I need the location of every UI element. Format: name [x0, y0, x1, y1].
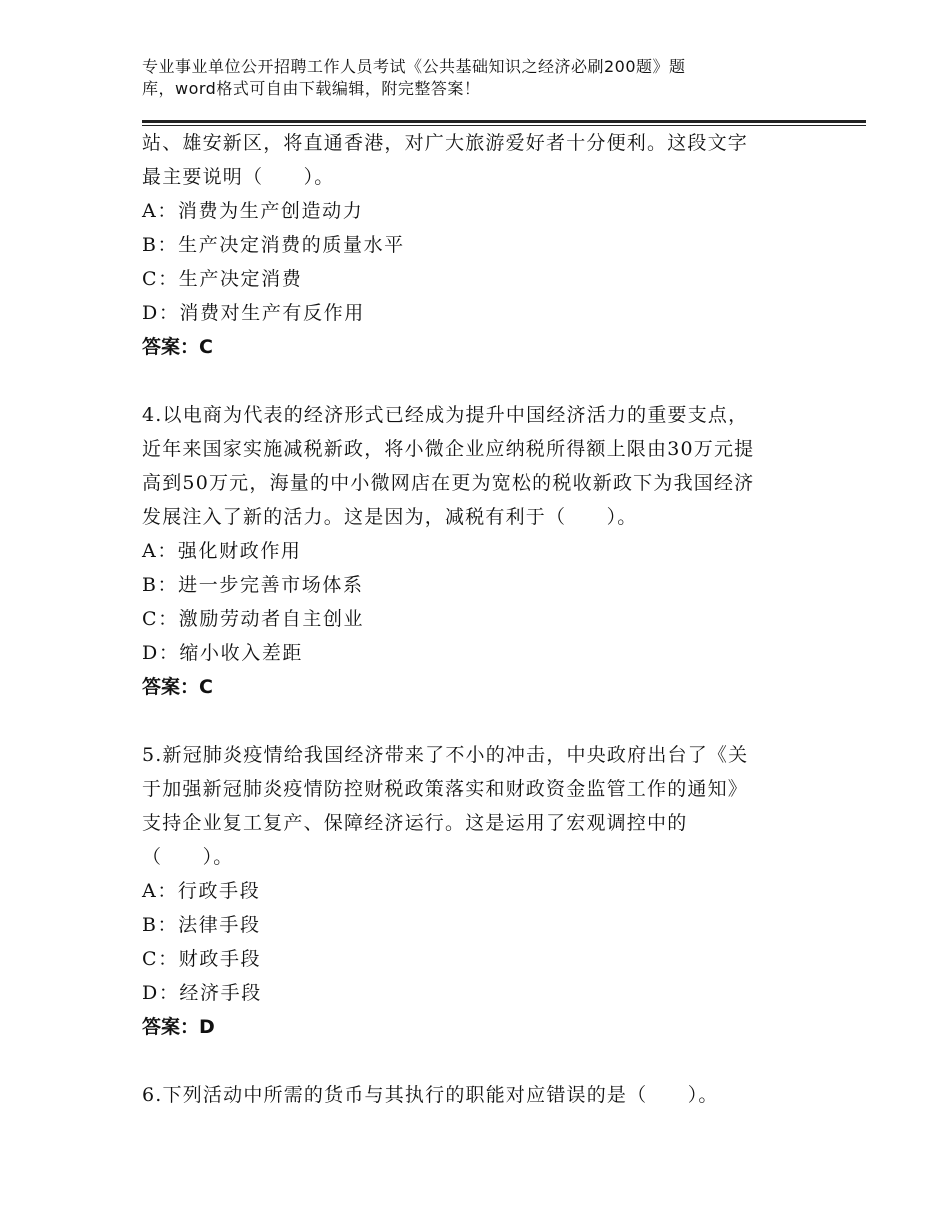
- document-body: [142, 126, 822, 1112]
- answer-label: 答案：C: [142, 676, 213, 698]
- header-title-line-1: 专业事业单位公开招聘工作人员考试《公共基础知识之经济必刷200题》题: [142, 57, 686, 76]
- question-4-block: [142, 398, 822, 704]
- option-b: B：法律手段: [142, 914, 261, 936]
- option-b: B：进一步完善市场体系: [142, 574, 364, 596]
- question-text-line: 近年来国家实施减税新政，将小微企业应纳税所得额上限由30万元提: [142, 438, 755, 460]
- header-title-line-2: 库，word格式可自由下载编辑，附完整答案！: [142, 79, 481, 98]
- option-c: C：财政手段: [142, 948, 262, 970]
- option-a: A：强化财政作用: [142, 540, 302, 562]
- question-3-block: [142, 126, 822, 364]
- question-6-block: [142, 1078, 822, 1112]
- spacer: [142, 364, 822, 398]
- option-c: C：激励劳动者自主创业: [142, 608, 365, 630]
- question-text-line: 最主要说明（ ）。: [142, 166, 335, 188]
- option-d: D：缩小收入差距: [142, 642, 304, 664]
- question-text-line: 6.下列活动中所需的货币与其执行的职能对应错误的是（ ）。: [142, 1084, 719, 1106]
- question-text-line: 高到50万元，海量的中小微网店在更为宽松的税收新政下为我国经济: [142, 472, 755, 494]
- question-text-line: 支持企业复工复产、保障经济运行。这是运用了宏观调控中的: [142, 812, 688, 834]
- spacer: [142, 1044, 822, 1078]
- question-5-block: [142, 738, 822, 1044]
- option-b: B：生产决定消费的质量水平: [142, 234, 405, 256]
- question-text-line: （ ）。: [142, 846, 234, 868]
- question-text-line: 于加强新冠肺炎疫情防控财税政策落实和财政资金监管工作的通知》: [142, 778, 749, 800]
- question-text-line: 发展注入了新的活力。这是因为，减税有利于（ ）。: [142, 506, 638, 528]
- option-c: C：生产决定消费: [142, 268, 303, 290]
- question-text-line: 4.以电商为代表的经济形式已经成为提升中国经济活力的重要支点，: [142, 404, 749, 426]
- spacer: [142, 704, 822, 738]
- question-text-line: 5.新冠肺炎疫情给我国经济带来了不小的冲击，中央政府出台了《关: [142, 744, 749, 766]
- option-d: D：消费对生产有反作用: [142, 302, 365, 324]
- answer-label: 答案：D: [142, 1016, 215, 1038]
- question-text-line: 站、雄安新区，将直通香港，对广大旅游爱好者十分便利。这段文字: [142, 132, 749, 154]
- option-a: A：消费为生产创造动力: [142, 200, 364, 222]
- option-a: A：行政手段: [142, 880, 261, 902]
- answer-label: 答案：C: [142, 336, 213, 358]
- document-header: [142, 56, 842, 100]
- option-d: D：经济手段: [142, 982, 262, 1004]
